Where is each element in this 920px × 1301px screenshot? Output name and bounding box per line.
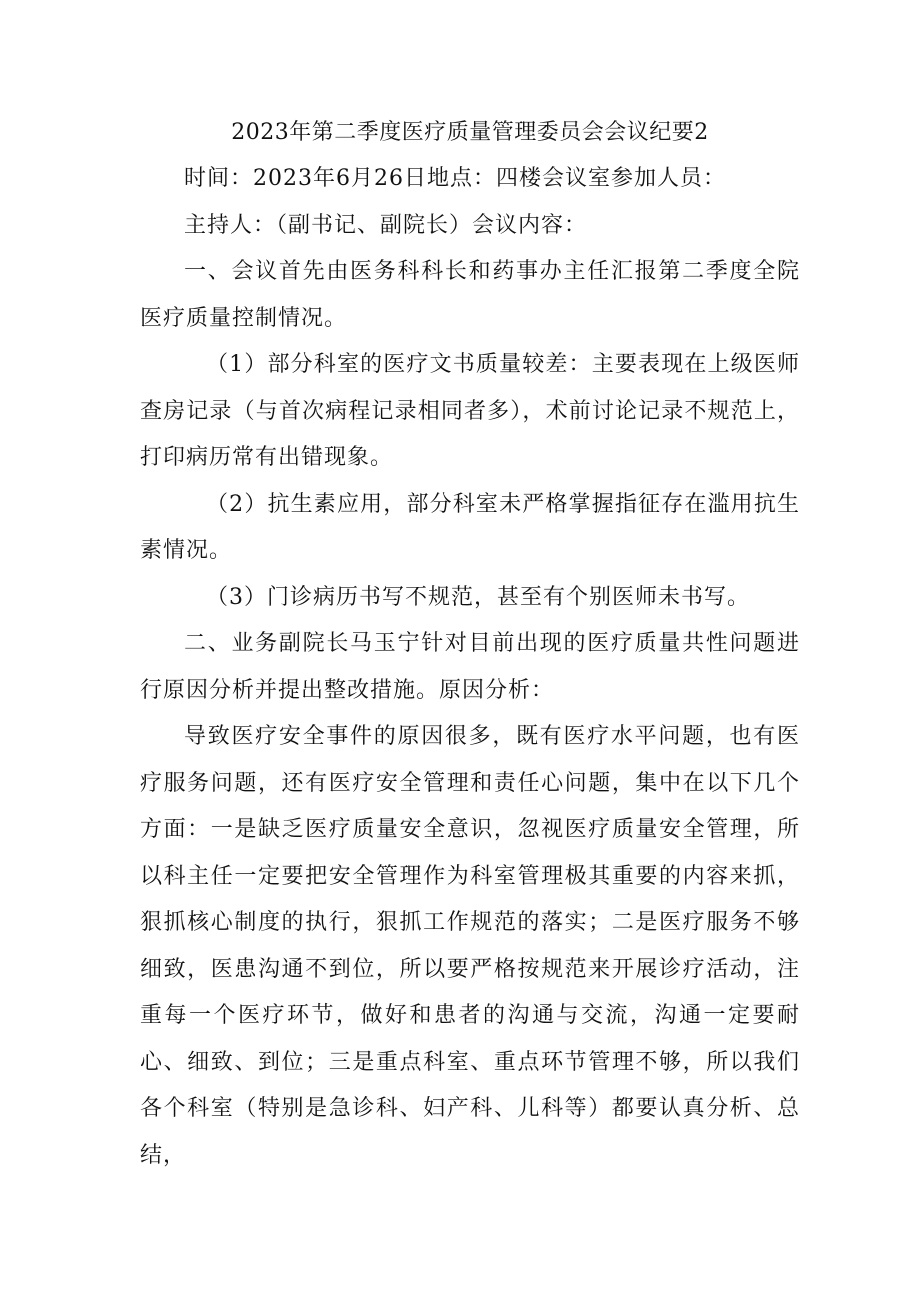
section-one-paragraph: 一、会议首先由医务科科长和药事办主任汇报第二季度全院医疗质量控制情况。 — [140, 259, 800, 331]
issue-item-3: （3）门诊病历书写不规范，甚至有个别医师未书写。 — [206, 584, 750, 610]
issue-item-2: （2）抗生素应用，部分科室未严格掌握指征存在滥用抗生素情况。 — [140, 491, 800, 563]
section-two-paragraph: 二、业务副院长马玉宁针对目前出现的医疗质量共性问题进行原因分析并提出整改措施。原因分析： — [140, 631, 800, 703]
meeting-host-line: 主持人：（副书记、副院长）会议内容： — [184, 212, 588, 238]
document-title: 2023年第二季度医疗质量管理委员会会议纪要2 — [231, 120, 709, 145]
document-page — [140, 110, 800, 1179]
meeting-time-location-line: 时间：2023年6月26日地点：四楼会议室参加人员： — [184, 166, 726, 191]
analysis-paragraph: 导致医疗安全事件的原因很多，既有医疗水平问题，也有医疗服务问题，还有医疗安全管理和责任心问题，集中在以下几个方面：一是缺乏医疗质量安全意识，忽视医疗质量安全管理，所以科主任一定要把安全管理作为科室管理极其重要的内容来抓，狠抓核心制度的执行，狠抓工作规范的落实；二是医疗服务不够细致，医患沟通不到位，所以要严格按规范来开展诊疗活动，注重每一个医疗环节，做好和患者的沟通与交流，沟通一定要耐心、细致、到位；三是重点科室、重点环节管理不够，所以我们各个科室（特别是急诊科、妇产科、儿科等）都要认真分析、总结， — [140, 724, 800, 1168]
issue-item-1: （1）部分科室的医疗文书质量较差：主要表现在上级医师查房记录（与首次病程记录相同者多），术前讨论记录不规范上，打印病历常有出错现象。 — [140, 352, 800, 470]
